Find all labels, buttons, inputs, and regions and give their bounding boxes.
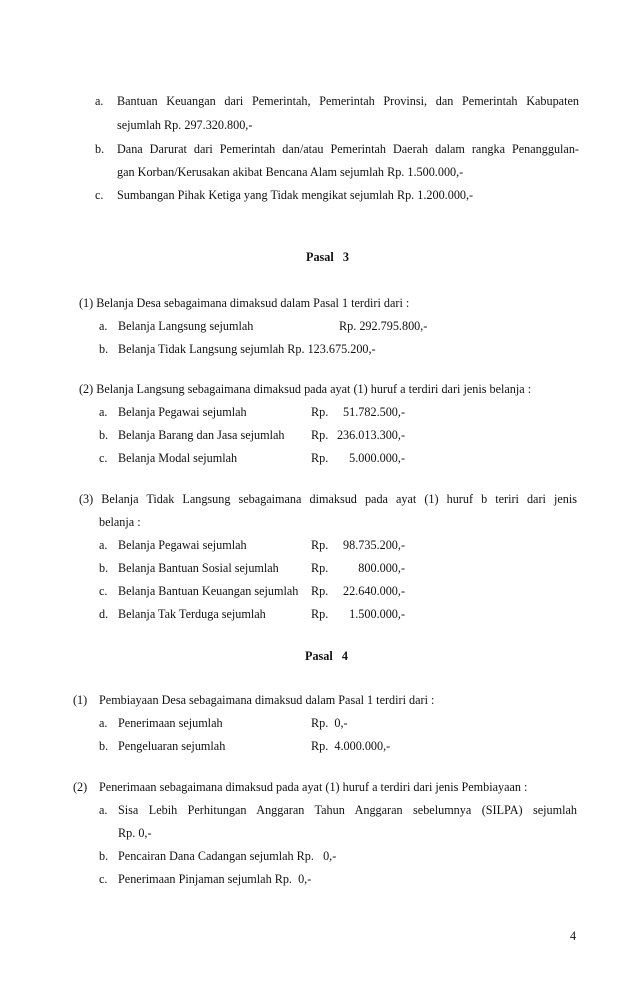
- item-value: Rp. 292.795.800,-: [339, 319, 428, 333]
- list-item-text: Bantuan Keuangan dari Pemerintah, Pemerintah Provinsi, dan Pemerintah Kabupaten: [117, 94, 579, 108]
- paragraph: belanja :: [99, 515, 141, 529]
- item-value: Rp. 0,-: [311, 716, 348, 730]
- list-item-text: gan Korban/Kerusakan akibat Bencana Alam sejumlah Rp. 1.500.000,-: [117, 165, 464, 179]
- item-label: Belanja Pegawai sejumlah: [118, 538, 247, 552]
- item-text: Rp. 0,-: [118, 826, 152, 840]
- item-text: Pencairan Dana Cadangan sejumlah Rp. 0,-: [118, 849, 337, 863]
- item-label: Belanja Pegawai sejumlah: [118, 405, 247, 419]
- list-marker: b.: [99, 428, 109, 442]
- list-marker: c.: [99, 451, 108, 465]
- list-marker: b.: [95, 142, 105, 156]
- list-marker: b.: [99, 739, 109, 753]
- list-marker: c.: [95, 188, 104, 202]
- paragraph: Pembiayaan Desa sebagaimana dimaksud dalam Pasal 1 terdiri dari :: [99, 693, 435, 707]
- paragraph-number: (2): [73, 780, 88, 794]
- list-marker: c.: [99, 584, 108, 598]
- item-text: Belanja Tidak Langsung sejumlah Rp. 123.675.200,-: [118, 342, 376, 356]
- paragraph: (2) Belanja Langsung sebagaimana dimaksud pada ayat (1) huruf a terdiri dari jenis belanja :: [79, 382, 532, 396]
- list-marker: a.: [99, 716, 108, 730]
- list-marker: b.: [99, 561, 109, 575]
- item-text: Penerimaan Pinjaman sejumlah Rp. 0,-: [118, 872, 312, 886]
- item-value: 98.735.200,-: [343, 538, 405, 552]
- item-label: Pengeluaran sejumlah: [118, 739, 226, 753]
- list-marker: b.: [99, 849, 109, 863]
- list-marker: d.: [99, 607, 109, 621]
- item-value: 1.500.000,-: [349, 607, 405, 621]
- item-rp: Rp.: [311, 607, 329, 621]
- item-text: Sisa Lebih Perhitungan Anggaran Tahun Anggaran sebelumnya (SILPA) sejumlah: [118, 803, 577, 817]
- item-value: 51.782.500,-: [343, 405, 405, 419]
- item-label: Belanja Barang dan Jasa sejumlah: [118, 428, 285, 442]
- list-marker: a.: [99, 405, 108, 419]
- item-rp: Rp.: [311, 451, 329, 465]
- item-value: 5.000.000,-: [349, 451, 405, 465]
- item-label: Penerimaan sejumlah: [118, 716, 223, 730]
- list-marker: a.: [99, 803, 108, 817]
- list-marker: a.: [95, 94, 104, 108]
- item-rp: Rp.: [311, 538, 329, 552]
- item-rp: Rp.: [311, 405, 329, 419]
- list-marker: a.: [99, 319, 108, 333]
- item-value: Rp. 4.000.000,-: [311, 739, 391, 753]
- paragraph: (1) Belanja Desa sebagaimana dimaksud dalam Pasal 1 terdiri dari :: [79, 296, 410, 310]
- item-label: Belanja Bantuan Sosial sejumlah: [118, 561, 279, 575]
- list-marker: b.: [99, 342, 109, 356]
- item-rp: Rp.: [311, 561, 329, 575]
- section-heading: Pasal 3: [306, 250, 349, 264]
- item-rp: Rp.: [311, 428, 329, 442]
- item-label: Belanja Modal sejumlah: [118, 451, 238, 465]
- section-heading: Pasal 4: [305, 649, 348, 663]
- item-value: 800.000,-: [358, 561, 405, 575]
- item-value: 236.013.300,-: [336, 428, 405, 442]
- list-item-text: Sumbangan Pihak Ketiga yang Tidak mengikat sejumlah Rp. 1.200.000,-: [117, 188, 474, 202]
- paragraph: (3) Belanja Tidak Langsung sebagaimana dimaksud pada ayat (1) huruf b teriri dari jenis: [79, 492, 577, 506]
- item-label: Belanja Langsung sejumlah: [118, 319, 254, 333]
- list-marker: a.: [99, 538, 108, 552]
- item-label: Belanja Bantuan Keuangan sejumlah: [118, 584, 299, 598]
- item-rp: Rp.: [311, 584, 329, 598]
- item-value: 22.640.000,-: [343, 584, 405, 598]
- list-item-text: sejumlah Rp. 297.320.800,-: [117, 118, 253, 132]
- paragraph: Penerimaan sebagaimana dimaksud pada ayat (1) huruf a terdiri dari jenis Pembiayaan :: [99, 780, 528, 794]
- item-label: Belanja Tak Terduga sejumlah: [118, 607, 266, 621]
- paragraph-number: (1): [73, 693, 88, 707]
- list-item-text: Dana Darurat dari Pemerintah dan/atau Pemerintah Daerah dalam rangka Penanggulan-: [117, 142, 579, 156]
- list-marker: c.: [99, 872, 108, 886]
- page-number: 4: [570, 929, 577, 943]
